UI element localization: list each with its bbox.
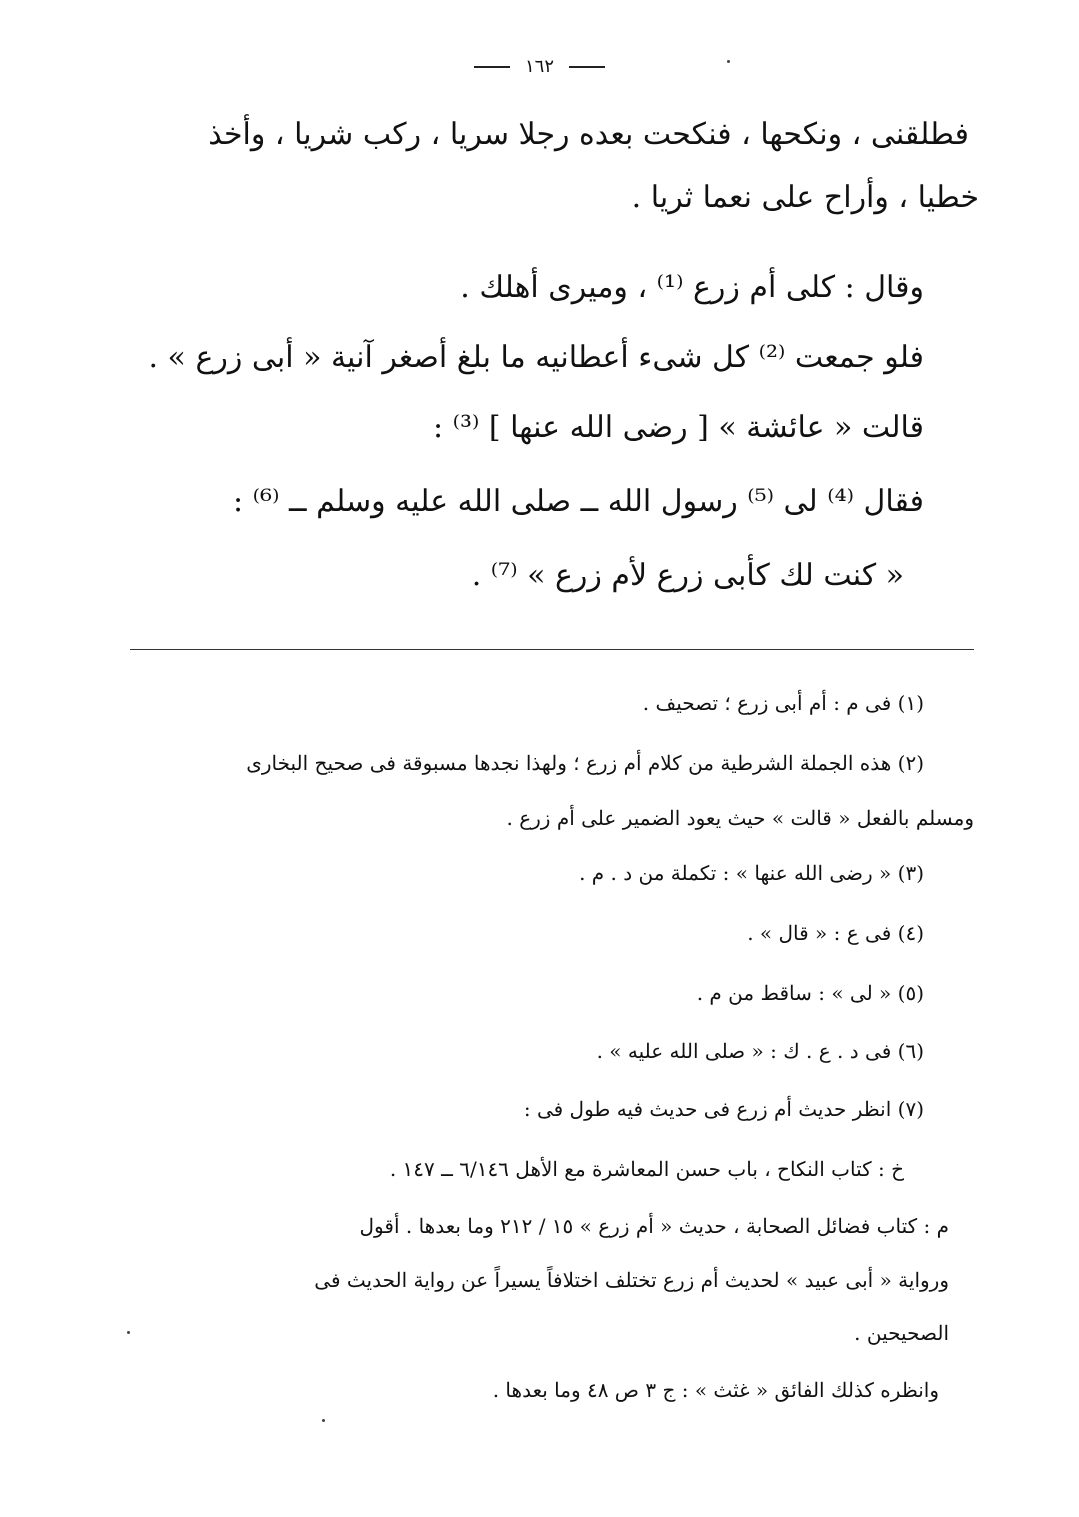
footnote-line: وانظره كذلك الفائق « غثث » : ج ٣ ص ٤٨ وما بعدها . — [492, 1378, 939, 1402]
footnote-line: الصحيحين . — [854, 1321, 949, 1345]
main-text-line: فلو جمعت ⁽²⁾ كل شىء أعطانيه ما بلغ أصغر آنية « أبى زرع » . — [148, 340, 924, 375]
header-dash-right — [569, 66, 605, 68]
footnote-line: (١) فى م : أم أبى زرع ؛ تصحيف . — [642, 691, 924, 715]
main-text-line: خطيا ، وأراح على نعما ثريا . — [631, 180, 979, 215]
footnote-line: (٢) هذه الجملة الشرطية من كلام أم زرع ؛ ولهذا نجدها مسبوقة فى صحيح البخارى — [246, 751, 924, 775]
footnote-line: (٦) فى د . ع . ك : « صلى الله عليه » . — [596, 1039, 924, 1063]
scan-speck — [727, 60, 730, 63]
footnote-line: (٤) فى ع : « قال » . — [747, 921, 924, 945]
footnote-line: ومسلم بالفعل « قالت » حيث يعود الضمير على أم زرع . — [506, 806, 974, 830]
header-dash-left — [474, 66, 510, 68]
scan-speck — [127, 1331, 130, 1334]
footnote-line: (٣) « رضى الله عنها » : تكملة من د . م . — [579, 861, 924, 885]
main-text-line: فقال ⁽⁴⁾ لى ⁽⁵⁾ رسول الله ــ صلى الله عليه وسلم ــ ⁽⁶⁾ : — [233, 484, 924, 519]
scan-speck — [322, 1419, 325, 1422]
footnote-line: (٥) « لى » : ساقط من م . — [696, 981, 924, 1005]
main-text-line: فطلقنى ، ونكحها ، فنكحت بعده رجلا سريا ، ركب شريا ، وأخذ — [208, 117, 969, 152]
main-text-line: « كنت لك كأبى زرع لأم زرع » ⁽⁷⁾ . — [471, 558, 904, 593]
footnote-line: ورواية « أبى عبيد » لحديث أم زرع تختلف اختلافاً يسيراً عن رواية الحديث فى — [314, 1268, 949, 1292]
footnote-line: (٧) انظر حديث أم زرع فى حديث فيه طول فى : — [523, 1097, 924, 1121]
main-text-line: قالت « عائشة » [ رضى الله عنها ] ⁽³⁾ : — [432, 410, 924, 445]
footnote-line: خ : كتاب النكاح ، باب حسن المعاشرة مع الأهل ٦/١٤٦ ــ ١٤٧ . — [389, 1157, 904, 1181]
page-header — [0, 56, 1079, 86]
page-number: ١٦٢ — [524, 56, 554, 77]
main-text-line: وقال : كلى أم زرع ⁽¹⁾ ، وميرى أهلك . — [460, 270, 924, 305]
footnote-separator — [130, 649, 974, 650]
footnote-line: م : كتاب فضائل الصحابة ، حديث « أم زرع » ١٥ / ٢١٢ وما بعدها . أقول — [359, 1214, 949, 1238]
